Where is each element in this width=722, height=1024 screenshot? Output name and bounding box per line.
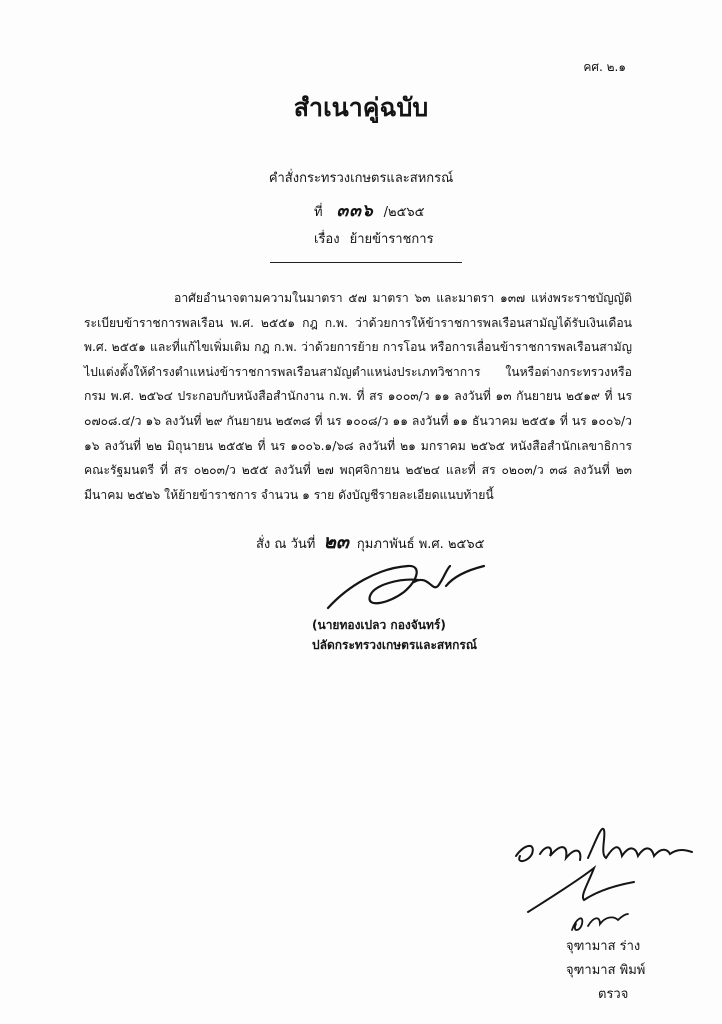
signature-image (318, 556, 488, 614)
header-divider (270, 262, 462, 263)
footer-draft: จุฑามาส ร่าง (566, 939, 641, 954)
date-day-handwritten: ๒๓ (323, 531, 349, 553)
body-paragraph: อาศัยอำนาจตามความในมาตรา ๕๗ มาตรา ๖๓ และมาตรา ๑๓๗ แห่งพระราชบัญญัติระเบียบข้าราชการพลเรือน พ.ศ. ๒๕๕๑ กฎ ก.พ. ว่าด้วยการให้ข้าราชการพลเรือนสามัญได้รับเงินเดือน พ.ศ. ๒๕๕๑ และที่แก้ไขเพิ่มเติม กฎ ก.พ. ว่าด้วยการย้าย การโอน หรือการเลื่อนข้าราชการพลเรือนสามัญไปแต่งตั้งให้ดำรงตำแหน่งข้าราชการพลเรือนสามัญตำแหน่งประเภทวิชาการ ในหรือต่างกระทรวงหรือกรม พ.ศ. ๒๕๖๔ ประกอบกับหนังสือสำนักงาน ก.พ. ที่ สร ๑๐๐๓/ว ๑๑ ลงวันที่ ๑๓ กันยายน ๒๕๑๙ ที่ นร ๐๗๐๘.๔/ว ๑๖ ลงวันที่ ๒๙ กันยายน ๒๕๓๘ ที่ นร ๑๐๐๘/ว ๑๑ ลงวันที่ ๑๑ ธันวาคม ๒๕๕๑ ที่ นร ๑๐๐๖/ว ๑๖ ลงวันที่ ๒๒ มิถุนายน ๒๕๕๒ ที่ นร ๑๐๐๖.๑/๖๘ ลงวันที่ ๒๑ มกราคม ๒๕๖๕ หนังสือสำนักเลขาธิการคณะรัฐมนตรี ที่ สร ๐๒๐๓/ว ๒๕๕ ลงวันที่ ๒๗ พฤศจิกายน ๒๕๒๔ และที่ สร ๐๒๐๓/ว ๓๘ ลงวันที่ ๒๓ มีนาคม ๒๕๒๖ ให้ย้ายข้าราชการ จำนวน ๑ ราย ดังบัญชีรายละเอียดแนบท้ายนี้ (84, 291, 632, 502)
subject-line (314, 228, 434, 249)
signer-name: (นายทองเปลว กองจันทร์) (312, 618, 446, 632)
date-month-year: กุมภาพันธ์ พ.ศ. ๒๕๖๕ (356, 537, 485, 552)
order-number-handwritten: ๓๓๖ (336, 201, 374, 221)
order-number-line (314, 197, 425, 224)
signer-title: ปลัดกระทรวงเกษตรและสหกรณ์ (312, 638, 477, 652)
subject-label: เรื่อง (314, 232, 340, 247)
order-number-suffix: /๒๕๖๕ (383, 205, 425, 220)
date-prefix: สั่ง ณ วันที่ (256, 537, 316, 552)
subject-text: ย้ายข้าราชการ (349, 232, 434, 247)
form-code: คศ. ๒.๑ (583, 60, 626, 74)
order-issuer: คำสั่งกระทรวงเกษตรและสหกรณ์ (268, 171, 454, 186)
footer-typed: จุฑามาส พิมพ์ (566, 963, 646, 978)
footer-checked: ตรวจ (598, 987, 629, 1002)
handwritten-initials-3 (566, 906, 630, 936)
order-date-line (256, 527, 484, 557)
order-number-prefix: ที่ (314, 205, 323, 220)
document-title: สำเนาคู่ฉบับ (293, 93, 429, 122)
